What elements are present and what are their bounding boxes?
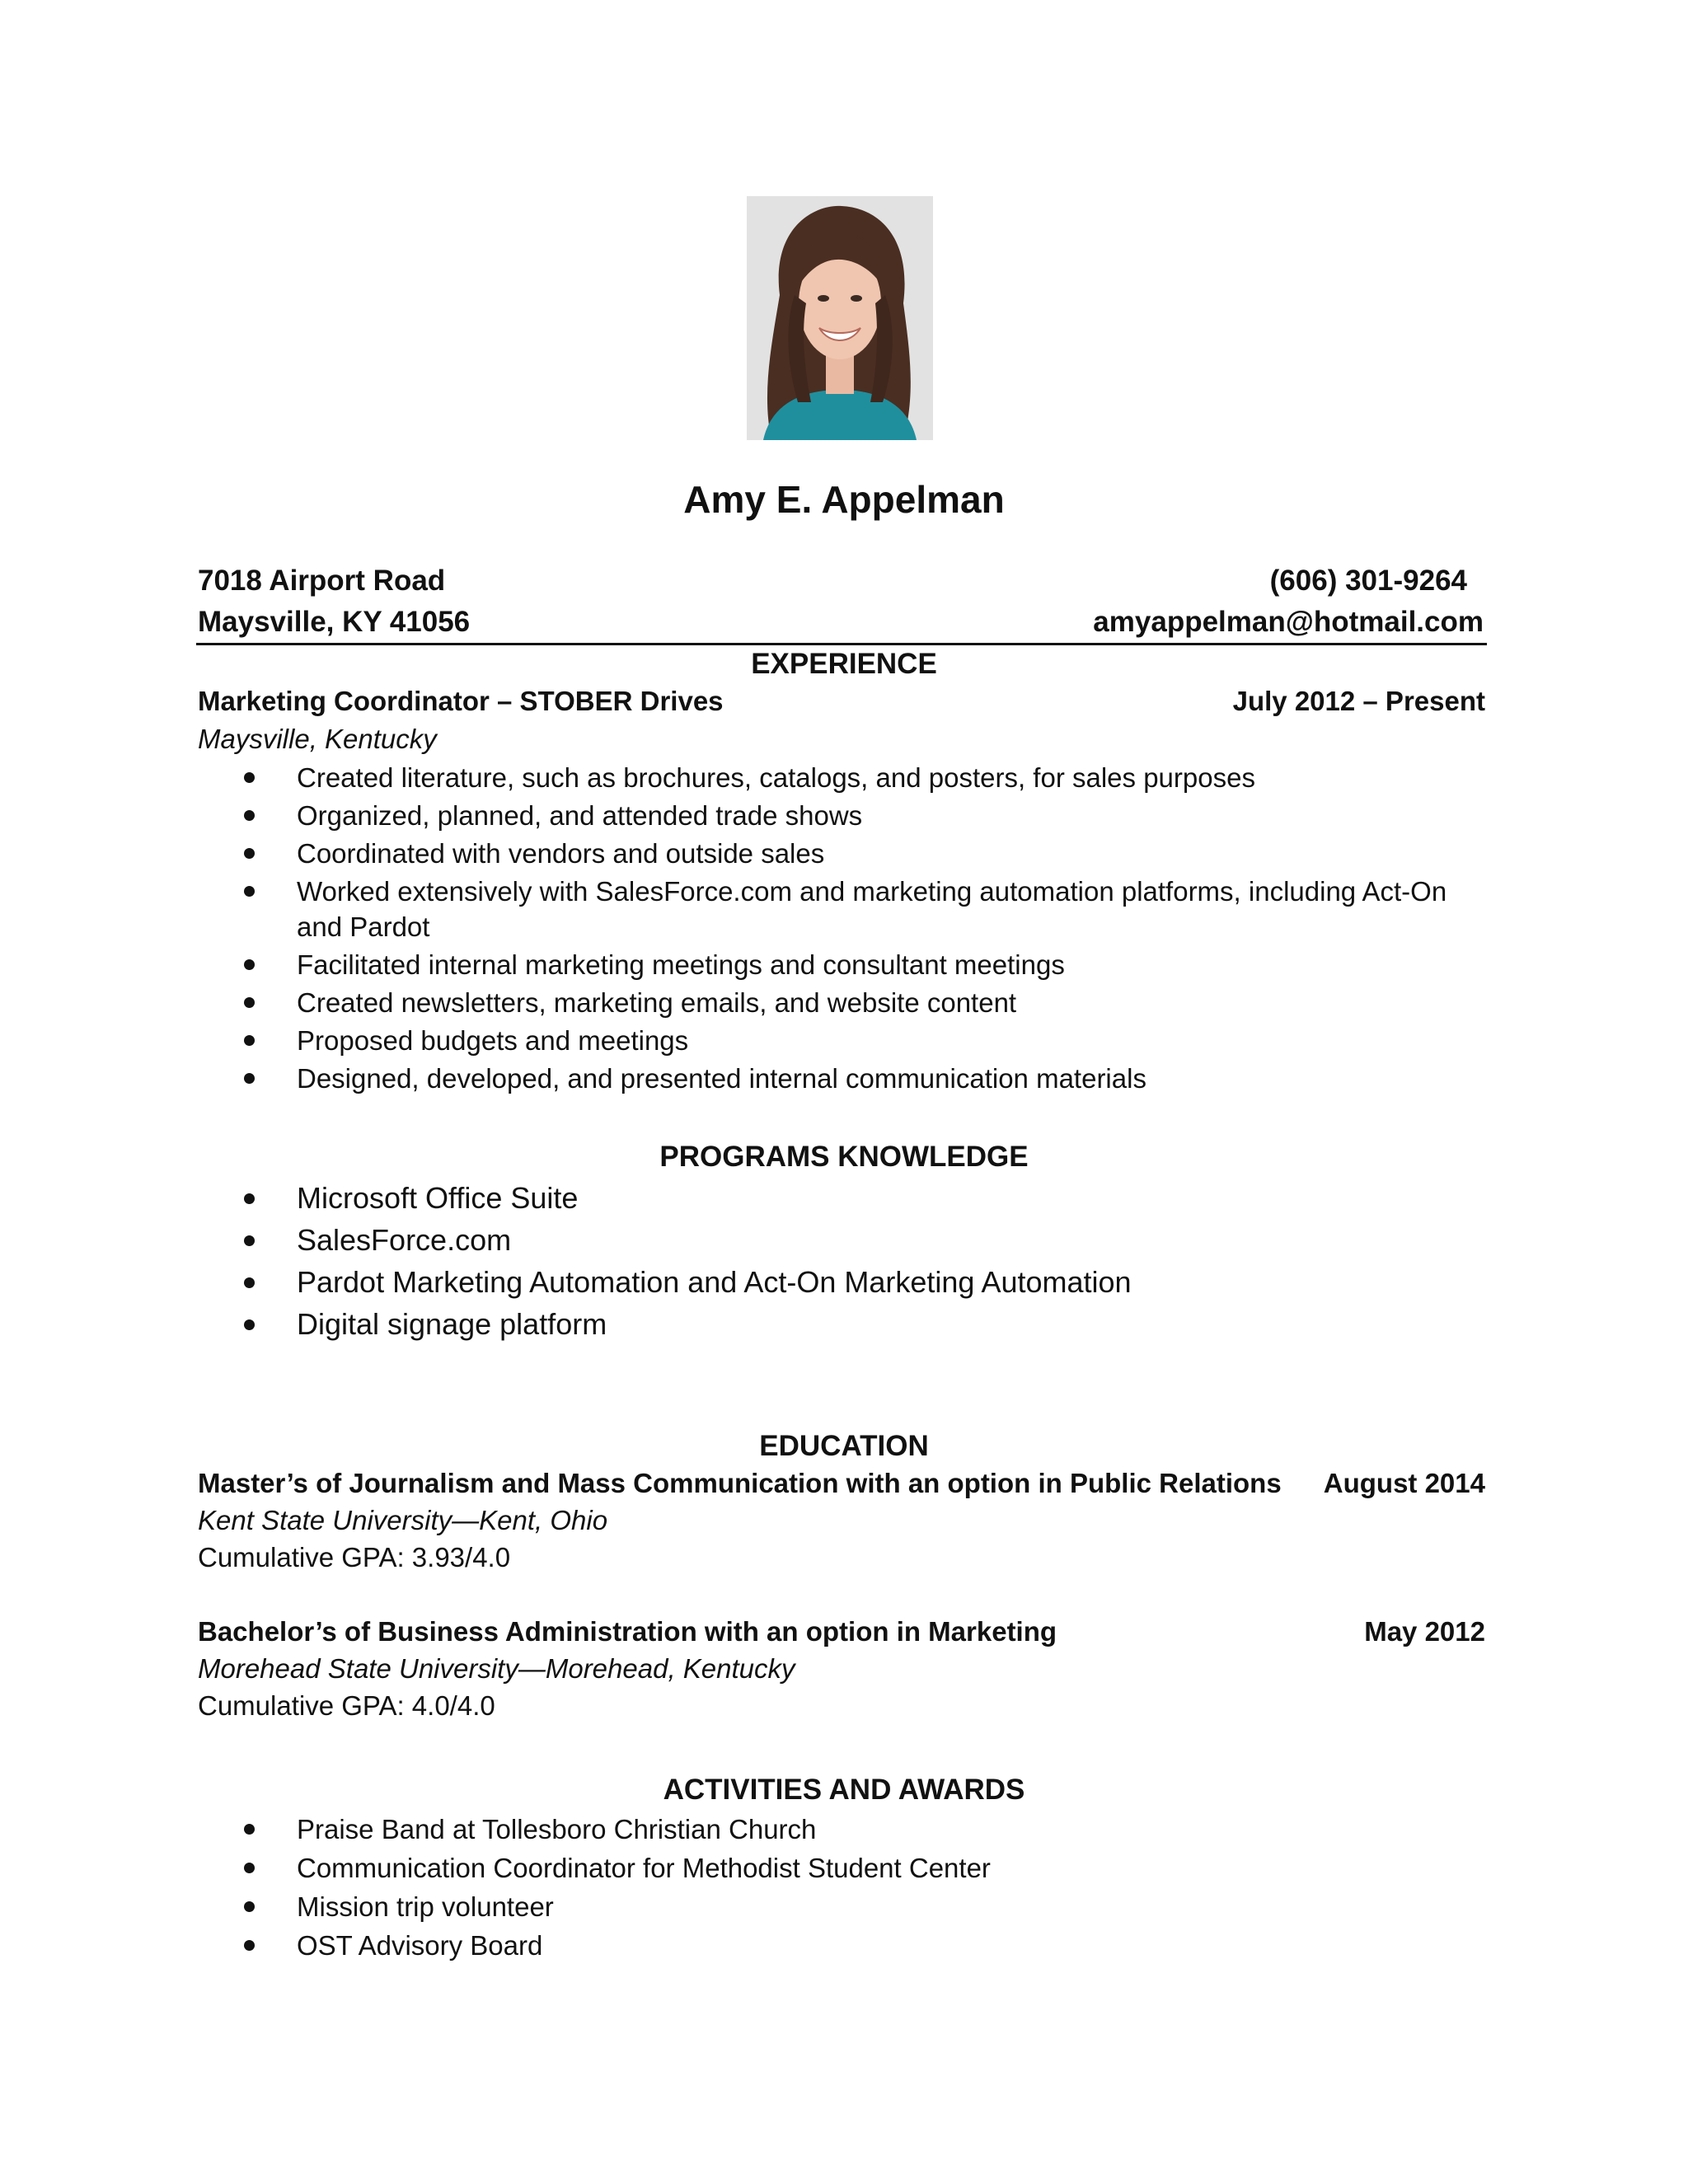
degree-date: August 2014	[1323, 1468, 1485, 1498]
experience-heading: EXPERIENCE	[751, 648, 937, 680]
list-item: Created literature, such as brochures, catalogs, and posters, for sales purposes	[198, 760, 1485, 795]
bullet-icon	[244, 1035, 255, 1046]
list-item: Organized, planned, and attended trade shows	[198, 798, 1485, 833]
bullet-icon	[244, 1901, 255, 1912]
bullet-icon	[244, 1863, 255, 1873]
education-heading: EDUCATION	[759, 1430, 929, 1462]
school-name: Kent State University—Kent, Ohio	[198, 1505, 608, 1535]
list-item: Proposed budgets and meetings	[198, 1023, 1485, 1058]
email-address: amyappelman@hotmail.com	[1093, 606, 1484, 638]
list-item: OST Advisory Board	[198, 1928, 1485, 1963]
phone-number: (606) 301-9264	[1269, 565, 1467, 597]
header-divider	[196, 643, 1487, 645]
degree-title: Master’s of Journalism and Mass Communication with an option in Public Relations	[198, 1468, 1282, 1498]
job-location: Maysville, Kentucky	[198, 724, 437, 754]
list-item: Microsoft Office Suite	[198, 1179, 1485, 1218]
job-dates: July 2012 – Present	[1232, 686, 1485, 716]
bullet-icon	[244, 1940, 255, 1951]
bullet-icon	[244, 810, 255, 821]
list-item: Pardot Marketing Automation and Act-On Marketing Automation	[198, 1263, 1485, 1302]
list-item: SalesForce.com	[198, 1221, 1485, 1260]
gpa-text: Cumulative GPA: 3.93/4.0	[198, 1542, 511, 1572]
job-header	[198, 684, 1485, 719]
candidate-name: Amy E. Appelman	[683, 478, 1005, 521]
bullet-icon	[244, 1319, 255, 1330]
bullet-icon	[244, 1824, 255, 1835]
activities-heading: ACTIVITIES AND AWARDS	[663, 1774, 1025, 1806]
bullet-icon	[244, 1277, 255, 1288]
bullet-icon	[244, 848, 255, 859]
bullet-icon	[244, 997, 255, 1008]
programs-heading: PROGRAMS KNOWLEDGE	[659, 1141, 1029, 1173]
list-item: Digital signage platform	[198, 1305, 1485, 1344]
list-item: Worked extensively with SalesForce.com and marketing automation platforms, including Act-On and Pardot	[198, 874, 1485, 944]
list-item: Facilitated internal marketing meetings and consultant meetings	[198, 947, 1485, 982]
list-item: Communication Coordinator for Methodist Student Center	[198, 1850, 1485, 1886]
list-item: Praise Band at Tollesboro Christian Church	[198, 1811, 1485, 1847]
degree-date: May 2012	[1364, 1616, 1485, 1647]
school-name: Morehead State University—Morehead, Kentucky	[198, 1653, 795, 1684]
list-item: Created newsletters, marketing emails, and website content	[198, 985, 1485, 1020]
list-item: Mission trip volunteer	[198, 1889, 1485, 1924]
portrait-image	[747, 196, 933, 440]
bullet-icon	[244, 886, 255, 897]
gpa-text: Cumulative GPA: 4.0/4.0	[198, 1690, 495, 1721]
experience-bullet-list	[198, 760, 1485, 1099]
bullet-icon	[244, 1193, 255, 1204]
activities-bullet-list	[198, 1811, 1485, 1966]
contact-row-2	[198, 604, 1484, 640]
list-item: Designed, developed, and presented internal communication materials	[198, 1061, 1485, 1096]
address-line-2: Maysville, KY 41056	[198, 606, 471, 638]
job-title: Marketing Coordinator – STOBER Drives	[198, 686, 724, 716]
profile-photo	[747, 196, 933, 440]
education-entry-header	[198, 1615, 1485, 1649]
address-line-1: 7018 Airport Road	[198, 565, 446, 597]
bullet-icon	[244, 959, 255, 970]
contact-row-1	[198, 563, 1484, 599]
list-item: Coordinated with vendors and outside sales	[198, 836, 1485, 871]
programs-bullet-list	[198, 1179, 1485, 1347]
education-entry-header	[198, 1466, 1485, 1501]
degree-title: Bachelor’s of Business Administration with an option in Marketing	[198, 1616, 1057, 1647]
bullet-icon	[244, 1073, 255, 1084]
bullet-icon	[244, 1235, 255, 1246]
bullet-icon	[244, 772, 255, 783]
